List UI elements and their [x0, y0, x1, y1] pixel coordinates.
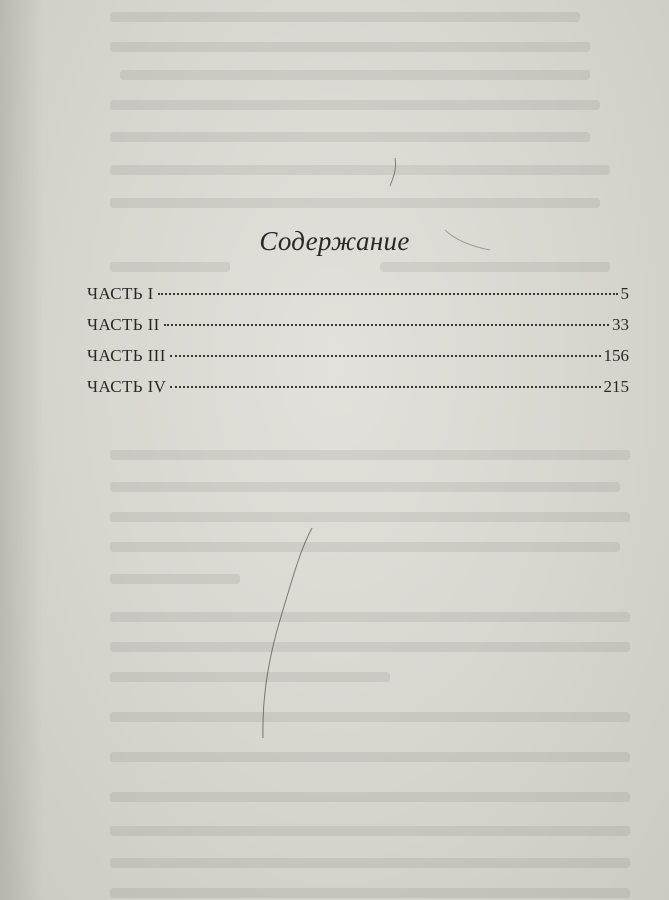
toc-entry: [87, 284, 629, 315]
toc-entry-label: ЧАСТЬ IV: [87, 377, 167, 396]
toc-dot-leader: [158, 293, 618, 295]
toc-dot-leader: [170, 355, 601, 357]
toc-entry-label: ЧАСТЬ II: [87, 315, 160, 334]
toc-entry: [87, 315, 629, 346]
toc-entry-label: ЧАСТЬ I: [87, 284, 154, 303]
toc-entry: [87, 377, 629, 408]
toc-dot-leader: [164, 324, 609, 326]
toc-entry-page: 156: [603, 346, 629, 365]
toc-entry: [87, 346, 629, 377]
table-of-contents: [87, 284, 629, 408]
toc-dot-leader: [170, 386, 600, 388]
page-title: Содержание: [259, 226, 410, 256]
toc-entry-page: 33: [612, 315, 629, 334]
toc-entry-label: ЧАСТЬ III: [87, 346, 166, 365]
toc-entry-page: 5: [620, 284, 629, 303]
toc-entry-page: 215: [603, 377, 629, 396]
